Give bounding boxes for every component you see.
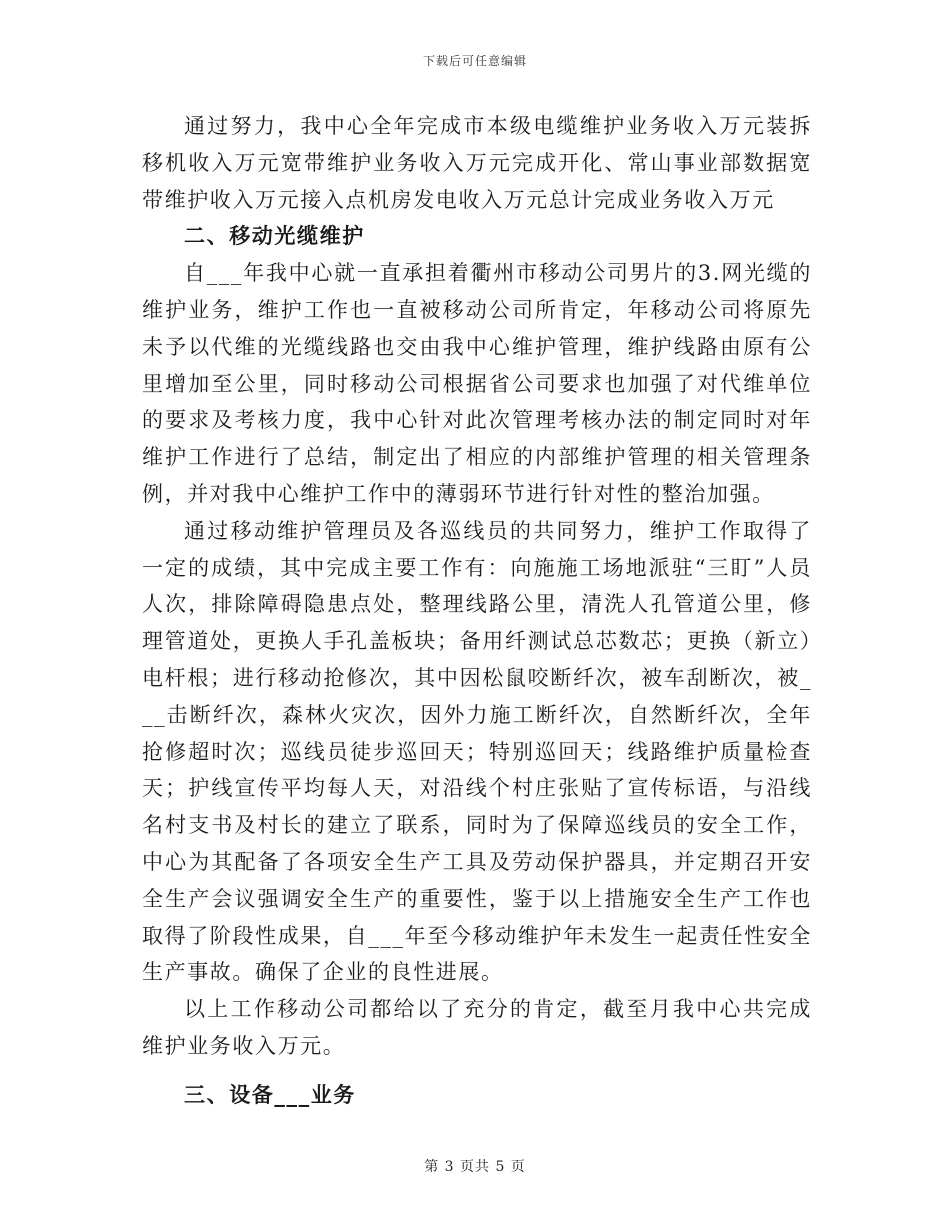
page-number: 第 3 页共 5 页 (424, 1159, 526, 1175)
paragraph-mobile-cable-intro: 自___年我中心就一直承担着衢州市移动公司男片的3.网光缆的维护业务，维护工作也一直被移动公司所肯定，年移动公司将原先未予以代维的光缆线路也交由我中心维护管理，维护线路由原有公里增加至公里，同时移动公司根据省公司要求也加强了对代维单位的要求及考核力度，我中心针对此次管理考核办法的制定同时对年维护工作进行了总结，制定出了相应的内部维护管理的相关管理条例，并对我中心维护工作中的薄弱环节进行针对性的整治加强。 (142, 261, 812, 506)
section-heading-mobile-cable: 二、移动光缆维护 (184, 224, 365, 249)
paragraph-maintenance-achievements: 通过移动维护管理员及各巡线员的共同努力，维护工作取得了一定的成绩，其中完成主要工作有：向施施工场地派驻“三盯”人员人次，排除障碍隐患点处，整理线路公里，清洗人孔管道公里，修理管道处，更换人手孔盖板块；备用纤测试总芯数芯；更换（新立）电杆根；进行移动抢修次，其中因松鼠咬断纤次，被车刮断次，被___击断纤次，森林火灾次，因外力施工断纤次，自然断纤次，全年抢修超时次；巡线员徒步巡回天；特别巡回天；线路维护质量检查天；护线宣传平均每人天，对沿线个村庄张贴了宣传标语，与沿线名村支书及村长的建立了联系，同时为了保障巡线员的安全工作，中心为其配备了各项安全生产工具及劳动保护器具，并定期召开安全生产会议强调安全生产的重要性，鉴于以上措施安全生产工作也取得了阶段性成果，自___年至今移动维护年未发生一起责任性安全生产事故。确保了企业的良性进展。 (142, 518, 812, 985)
page-header-note: 下载后可任意编辑 (422, 54, 527, 68)
paragraph-revenue-summary: 通过努力，我中心全年完成市本级电缆维护业务收入万元装拆移机收入万元宽带维护业务收入万元完成开化、常山事业部数据宽带维护收入万元接入点机房发电收入万元总计完成业务收入万元 (142, 114, 812, 212)
section-heading-equipment: 三、设备___业务 (184, 1082, 356, 1107)
document-body (142, 108, 812, 1114)
paragraph-mobile-revenue: 以上工作移动公司都给以了充分的肯定，截至月我中心共完成维护业务收入万元。 (142, 997, 812, 1058)
